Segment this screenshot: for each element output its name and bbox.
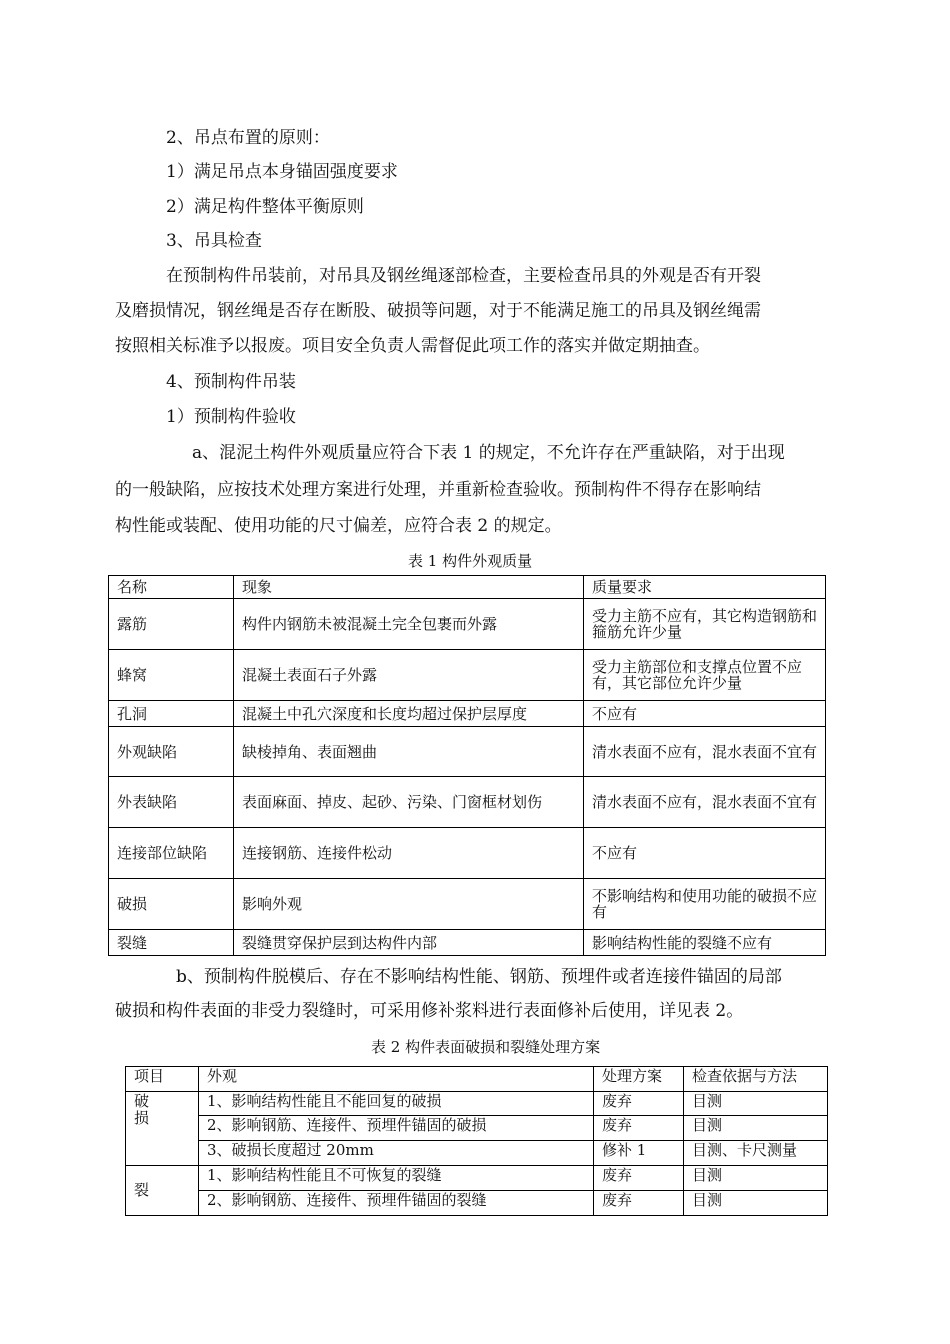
table-cell: 目测、卡尺测量 — [684, 1141, 828, 1166]
appearance-quality-table — [108, 575, 826, 956]
paragraph-line: 构性能或装配、使用功能的尺寸偏差，应符合表 2 的规定。 — [115, 516, 562, 536]
table-cell: 孔洞 — [109, 701, 234, 727]
table-row — [126, 1092, 828, 1116]
table-cell: 不影响结构和使用功能的破损不应有 — [584, 879, 826, 930]
table-cell: 连接钢筋、连接件松动 — [234, 828, 584, 879]
list-item-1: 1）满足吊点本身锚固强度要求 — [166, 162, 398, 182]
table-row — [109, 828, 826, 879]
table-row — [126, 1191, 828, 1216]
paragraph-line: 破损和构件表面的非受力裂缝时，可采用修补浆料进行表面修补后使用，详见表 2。 — [115, 1001, 744, 1021]
table-row — [126, 1166, 828, 1191]
table-row — [109, 727, 826, 777]
paragraph-line: 按照相关标准予以报废。项目安全负责人需督促此项工作的落实并做定期抽查。 — [115, 336, 710, 356]
table-cell: 混凝土表面石子外露 — [234, 650, 584, 701]
heading-lifting-points: 2、吊点布置的原则： — [166, 128, 330, 148]
heading-rigging-check: 3、吊具检查 — [166, 231, 262, 251]
table-row — [109, 777, 826, 828]
table-cell: 1、影响结构性能且不能回复的破损 — [199, 1092, 594, 1116]
table-cell: 受力主筋部位和支撑点位置不应有，其它部位允许少量 — [584, 650, 826, 701]
table-cell: 不应有 — [584, 701, 826, 727]
header-cell: 处理方案 — [594, 1067, 684, 1092]
table-cell: 外表缺陷 — [109, 777, 234, 828]
damage-treatment-table — [125, 1066, 828, 1216]
list-item-2: 2）满足构件整体平衡原则 — [166, 197, 364, 217]
table-cell: 修补 1 — [594, 1141, 684, 1166]
table-cell: 混凝土中孔穴深度和长度均超过保护层厚度 — [234, 701, 584, 727]
table-row — [109, 879, 826, 930]
table-cell: 目测 — [684, 1166, 828, 1191]
table2-caption: 表 2 构件表面破损和裂缝处理方案 — [371, 1038, 601, 1056]
table-cell: 废弃 — [594, 1116, 684, 1141]
table-cell: 目测 — [684, 1191, 828, 1216]
table-header-row — [109, 576, 826, 599]
table-header-row — [126, 1067, 828, 1092]
table-cell: 裂缝贯穿保护层到达构件内部 — [234, 930, 584, 956]
table1-caption: 表 1 构件外观质量 — [408, 552, 533, 570]
table-row — [109, 701, 826, 727]
table-cell: 不应有 — [584, 828, 826, 879]
header-cell: 外观 — [199, 1067, 594, 1092]
group-label-damage: 破 损 — [126, 1092, 199, 1166]
paragraph-line: 在预制构件吊装前，对吊具及钢丝绳逐部检查，主要检查吊具的外观是否有开裂 — [166, 266, 761, 286]
table-cell: 废弃 — [594, 1092, 684, 1116]
header-cell: 现象 — [234, 576, 584, 599]
table-cell: 破损 — [109, 879, 234, 930]
table-cell: 目测 — [684, 1092, 828, 1116]
table-cell: 外观缺陷 — [109, 727, 234, 777]
table-cell: 废弃 — [594, 1166, 684, 1191]
list-item-acceptance: 1）预制构件验收 — [166, 407, 296, 427]
table-row — [109, 650, 826, 701]
heading-hoisting: 4、预制构件吊装 — [166, 372, 296, 392]
table-cell: 废弃 — [594, 1191, 684, 1216]
table-cell: 表面麻面、掉皮、起砂、污染、门窗框材划伤 — [234, 777, 584, 828]
group-label-crack: 裂 — [126, 1166, 199, 1216]
table-cell: 目测 — [684, 1116, 828, 1141]
table-row — [109, 599, 826, 650]
table-cell: 露筋 — [109, 599, 234, 650]
table-cell: 裂缝 — [109, 930, 234, 956]
table-cell: 3、破损长度超过 20mm — [199, 1141, 594, 1166]
table-row — [126, 1141, 828, 1166]
paragraph-line: 的一般缺陷，应按技术处理方案进行处理，并重新检查验收。预制构件不得存在影响结 — [115, 480, 761, 500]
header-cell: 质量要求 — [584, 576, 826, 599]
table-row — [109, 930, 826, 956]
paragraph-line: a、混泥土构件外观质量应符合下表 1 的规定，不允许存在严重缺陷，对于出现 — [192, 443, 785, 463]
table-cell: 蜂窝 — [109, 650, 234, 701]
table-cell: 受力主筋不应有，其它构造钢筋和箍筋允许少量 — [584, 599, 826, 650]
table-cell: 清水表面不应有，混水表面不宜有 — [584, 777, 826, 828]
table-row — [126, 1116, 828, 1141]
paragraph-line: 及磨损情况，钢丝绳是否存在断股、破损等问题，对于不能满足施工的吊具及钢丝绳需 — [115, 301, 761, 321]
table-cell: 清水表面不应有，混水表面不宜有 — [584, 727, 826, 777]
table-cell: 连接部位缺陷 — [109, 828, 234, 879]
table-cell: 缺棱掉角、表面翘曲 — [234, 727, 584, 777]
table-cell: 构件内钢筋未被混凝土完全包裹而外露 — [234, 599, 584, 650]
table-cell: 影响结构性能的裂缝不应有 — [584, 930, 826, 956]
table-cell: 2、影响钢筋、连接件、预埋件锚固的裂缝 — [199, 1191, 594, 1216]
table-cell: 2、影响钢筋、连接件、预埋件锚固的破损 — [199, 1116, 594, 1141]
header-cell: 检查依据与方法 — [684, 1067, 828, 1092]
header-cell: 名称 — [109, 576, 234, 599]
header-cell: 项目 — [126, 1067, 199, 1092]
paragraph-line: b、预制构件脱模后、存在不影响结构性能、钢筋、预埋件或者连接件锚固的局部 — [176, 967, 782, 987]
table-cell: 影响外观 — [234, 879, 584, 930]
table-cell: 1、影响结构性能且不可恢复的裂缝 — [199, 1166, 594, 1191]
